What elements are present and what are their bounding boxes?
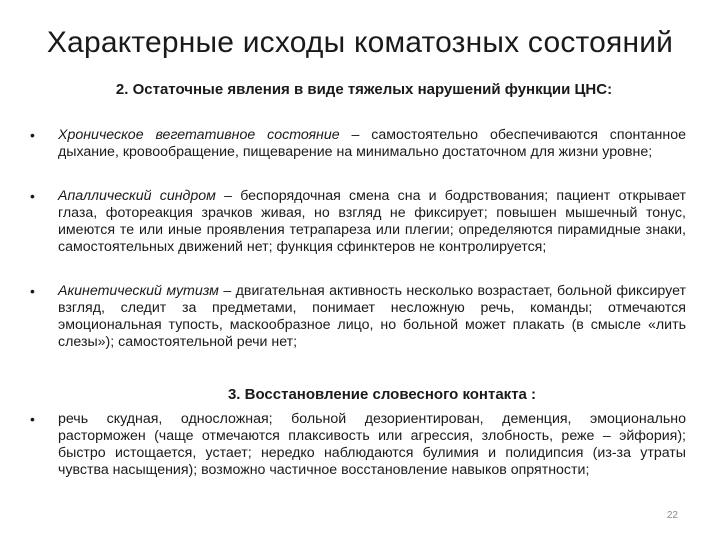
section-heading-verbal-contact: 3. Восстановление словесного контакта : <box>227 386 537 403</box>
term-label: Акинетический мутизм <box>58 283 219 299</box>
item-description: речь скудная, односложная; больной дезориентирован, деменция, эмоционально расторможен (чаще отмечаются плаксивость или агрессия, злобность, реже – эйфория); быстро истощается, устает; нередко наблюдаются булимия и полидипсия (из-за утраты чувства насыщения); возможно частичное восстановление навыков опрятности; <box>58 411 686 478</box>
bullet-marker: • <box>30 188 35 204</box>
bullet-marker: • <box>30 283 35 299</box>
term-description: – беспорядочная смена сна и бодрствования; пациент открывает глаза, фотореакция зрачков живая, но взгляд не фиксирует; повышен мышечный тонус, имеются те или иные проявления тетрапареза или плегии; определяются пирамидные знаки, самостоятельных движений нет; функция сфинктеров не контролируется; <box>58 188 687 255</box>
bullet-marker: • <box>30 127 35 143</box>
term-description: – двигательная активность несколько возрастает, больной фиксирует взгляд, следит за предметами, понимает несложную речь, команды; отмечаются эмоциональная тупость, маскообразное лицо, но больной может плакать (в смысле «лить слезы»); самостоятельной речи нет; <box>58 283 686 350</box>
page-number: 22 <box>666 510 678 521</box>
section-heading-residual-effects: 2. Остаточные явления в виде тяжелых нарушений функции ЦНС: <box>115 81 613 98</box>
slide-title: Характерные исходы коматозных состояний <box>46 26 674 59</box>
term-label: Апаллический синдром <box>58 188 216 204</box>
list-item-vegetative-state <box>30 127 686 161</box>
list-item-verbal-contact <box>30 411 686 479</box>
list-item-apallic-syndrome <box>30 188 687 256</box>
term-label: Хроническое вегетативное состояние <box>58 127 340 143</box>
bullet-marker: • <box>30 411 35 427</box>
list-item-akinetic-mutism <box>30 283 686 351</box>
term-description: – самостоятельно обеспечиваются спонтанное дыхание, кровообращение, пищеварение на минимально достаточном для жизни уровне; <box>58 127 686 160</box>
